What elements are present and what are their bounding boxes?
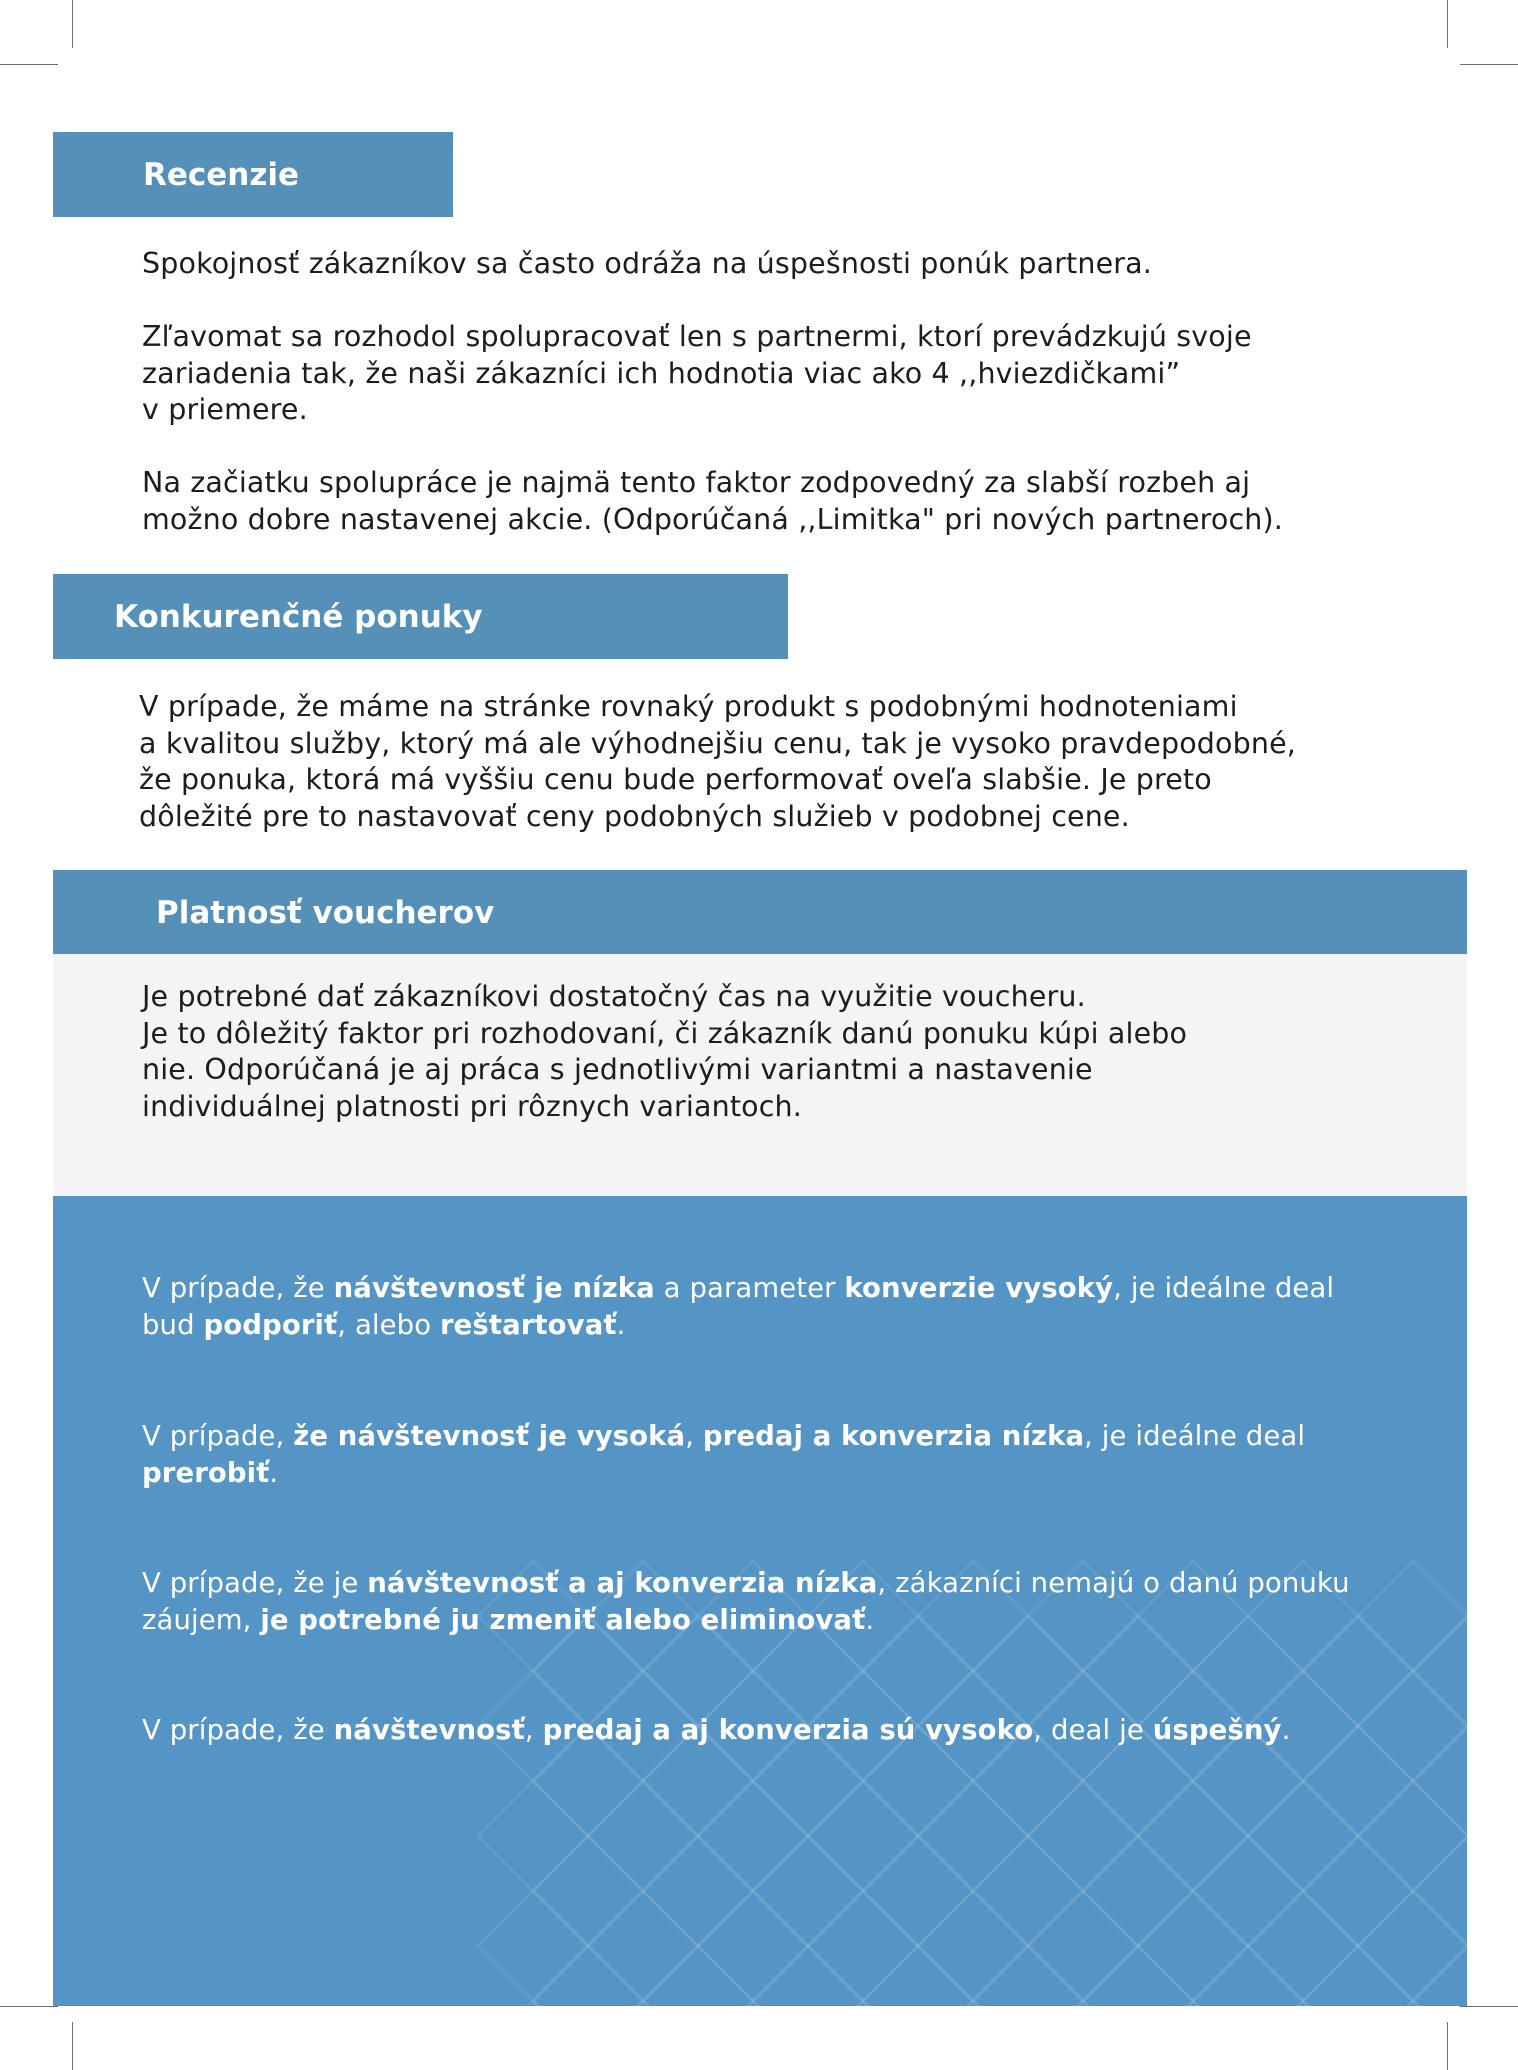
scenario-line — [142, 1307, 1334, 1344]
emphasis-text: návštevnosť a aj konverzia nízka — [367, 1567, 878, 1599]
section-header-platnost — [53, 870, 1467, 955]
body-text: , alebo — [337, 1308, 440, 1341]
text-line: nie. Odporúčaná je aj práca s jednotlivými variantmi a nastavenie — [142, 1053, 1093, 1086]
crop-mark — [72, 2022, 73, 2070]
texture-diamond — [588, 1891, 698, 2001]
texture-diamond — [918, 2001, 1028, 2006]
texture-diamond — [1028, 2001, 1138, 2006]
body-text: . — [269, 1456, 279, 1489]
section-title: Recenzie — [143, 156, 300, 193]
scenario-4 — [142, 1712, 1290, 1749]
texture-diamond — [1248, 2001, 1358, 2006]
texture-diamond — [863, 1946, 973, 2006]
body-text: V prípade, že — [142, 1714, 334, 1746]
section-header-recenzie — [53, 132, 453, 217]
texture-diamond — [973, 1946, 1083, 2006]
scenarios-panel — [53, 1196, 1467, 2006]
body-text: V prípade, — [142, 1420, 294, 1452]
emphasis-text: konverzie vysoký — [844, 1272, 1114, 1304]
text-line: Zľavomat sa rozhodol spolupracovať len s partnermi, ktorí prevádzkujú svoje — [142, 320, 1252, 353]
texture-diamond — [808, 2001, 918, 2006]
texture-diamond — [1028, 1891, 1138, 2001]
texture-diamond — [698, 1781, 808, 1891]
emphasis-text: reštartovať — [439, 1308, 617, 1341]
body-text: , je ideálne deal — [1113, 1272, 1335, 1304]
texture-diamond — [1138, 1781, 1248, 1891]
texture-diamond — [753, 1946, 863, 2006]
text-line: zariadenia tak, že naši zákazníci ich hodnotia viac ako 4 ,,hviezdičkami” — [142, 356, 1181, 390]
emphasis-text: predaj a konverzia nízka — [702, 1420, 1085, 1452]
text-line: a kvalitou služby, ktorý má ale výhodnejšiu cenu, tak je vysoko pravdepodobné, — [139, 726, 1296, 760]
texture-diamond — [1028, 1781, 1138, 1891]
crop-mark — [1447, 2022, 1448, 2070]
body-text: , deal je — [1033, 1714, 1153, 1746]
texture-diamond — [1138, 1891, 1248, 2001]
text-line: Je to dôležitý faktor pri rozhodovaní, či zákazník danú ponuku kúpi alebo — [142, 1016, 1188, 1050]
texture-diamond — [478, 1891, 588, 2001]
texture-diamond — [1358, 2001, 1467, 2006]
text-line: V prípade, že máme na stránke rovnaký produkt s podobnými hodnoteniami — [139, 690, 1238, 723]
body-text: . — [1281, 1714, 1291, 1746]
texture-diamond — [643, 1946, 753, 2006]
scenario-line — [142, 1418, 1305, 1455]
text-line: v priemere. — [142, 393, 308, 426]
texture-diamond — [1358, 1561, 1467, 1671]
body-text: V prípade, že je — [142, 1567, 368, 1599]
crop-mark — [0, 2006, 58, 2007]
text-line — [142, 283, 1283, 320]
texture-diamond — [1413, 1836, 1467, 1946]
emphasis-text: že návštevnosť je vysoká — [293, 1420, 686, 1452]
emphasis-text: návštevnosť je nízka — [333, 1272, 655, 1304]
scenario-line — [142, 1455, 1305, 1492]
texture-diamond — [1138, 2001, 1248, 2006]
body-text: , je ideálne deal — [1084, 1420, 1306, 1452]
text-line — [142, 429, 1283, 466]
texture-diamond — [533, 1836, 643, 1946]
platnost-text — [142, 979, 1187, 1125]
emphasis-text: návštevnosť — [333, 1714, 525, 1746]
section-header-konkurencne — [53, 574, 788, 659]
texture-diamond — [1303, 1946, 1413, 2006]
texture-diamond — [1358, 1891, 1467, 2001]
texture-diamond — [1248, 1781, 1358, 1891]
text-line: Spokojnosť zákazníkov sa často odráža na úspešnosti ponúk partnera. — [142, 247, 1152, 280]
body-text: , — [524, 1714, 543, 1746]
texture-diamond — [918, 1781, 1028, 1891]
scenario-line — [142, 1565, 1350, 1602]
texture-diamond — [478, 2001, 588, 2006]
text-line: že ponuka, ktorá má vyššiu cenu bude performovať oveľa slabšie. Je preto — [139, 763, 1212, 796]
text-line: individuálnej platnosti pri rôznych variantoch. — [142, 1089, 802, 1123]
body-text: . — [616, 1308, 626, 1341]
scenario-2 — [142, 1418, 1305, 1491]
texture-diamond — [643, 1836, 753, 1946]
texture-diamond — [1358, 1671, 1467, 1781]
section-title: Konkurenčné ponuky — [114, 598, 483, 635]
texture-diamond — [1303, 1836, 1413, 1946]
body-text: V prípade, že — [142, 1272, 334, 1304]
texture-diamond — [1413, 1946, 1467, 2006]
texture-diamond — [1358, 1781, 1467, 1891]
scenario-line — [142, 1270, 1334, 1307]
texture-diamond — [1248, 1891, 1358, 2001]
crop-mark — [1460, 64, 1518, 65]
scenario-line — [142, 1712, 1290, 1749]
texture-diamond — [863, 1836, 973, 1946]
text-line: Je potrebné dať zákazníkovi dostatočný čas na využitie voucheru. — [142, 980, 1086, 1013]
body-text: , — [685, 1420, 703, 1452]
texture-diamond — [973, 1836, 1083, 1946]
text-line: možno dobre nastavenej akcie. (Odporúčaná ,,Limitka" pri nových partneroch). — [142, 502, 1283, 536]
texture-diamond — [588, 2001, 698, 2006]
texture-diamond — [1193, 1946, 1303, 2006]
texture-diamond — [588, 1781, 698, 1891]
texture-diamond — [533, 1946, 643, 2006]
texture-diamond — [1413, 1726, 1467, 1836]
body-text: bud — [142, 1308, 204, 1341]
body-text: záujem, — [142, 1603, 261, 1636]
body-text: a parameter — [654, 1272, 845, 1304]
scenario-3 — [142, 1565, 1350, 1638]
texture-diamond — [1193, 1836, 1303, 1946]
texture-diamond — [1303, 1726, 1413, 1836]
texture-diamond — [753, 1836, 863, 1946]
texture-diamond — [1083, 1946, 1193, 2006]
text-line: Na začiatku spolupráce je najmä tento faktor zodpovedný za slabší rozbeh aj — [142, 466, 1251, 499]
texture-diamond — [698, 2001, 808, 2006]
scenario-1 — [142, 1270, 1334, 1343]
crop-mark — [1447, 0, 1448, 48]
emphasis-text: prerobiť — [142, 1456, 270, 1489]
texture-diamond — [808, 1781, 918, 1891]
texture-diamond — [698, 1891, 808, 2001]
text-line: dôležité pre to nastavovať ceny podobných služieb v podobnej cene. — [139, 799, 1130, 833]
emphasis-text: je potrebné ju zmeniť alebo eliminovať — [260, 1603, 866, 1636]
emphasis-text: podporiť — [203, 1308, 338, 1341]
crop-mark — [72, 0, 73, 48]
konkurencne-text — [139, 689, 1296, 835]
scenario-line — [142, 1602, 1350, 1639]
body-text: , zákazníci nemajú o danú ponuku — [877, 1567, 1350, 1599]
texture-diamond — [1083, 1836, 1193, 1946]
emphasis-text: úspešný — [1152, 1714, 1282, 1746]
section-title: Platnosť voucherov — [156, 894, 495, 931]
emphasis-text: predaj a aj konverzia sú vysoko — [542, 1714, 1034, 1746]
texture-diamond — [808, 1891, 918, 2001]
crop-mark — [1460, 2006, 1518, 2007]
body-text: . — [865, 1603, 875, 1636]
recenzie-text — [142, 246, 1283, 538]
texture-diamond — [478, 1781, 588, 1891]
texture-diamond — [1413, 1616, 1467, 1726]
texture-diamond — [918, 1891, 1028, 2001]
crop-mark — [0, 64, 58, 65]
